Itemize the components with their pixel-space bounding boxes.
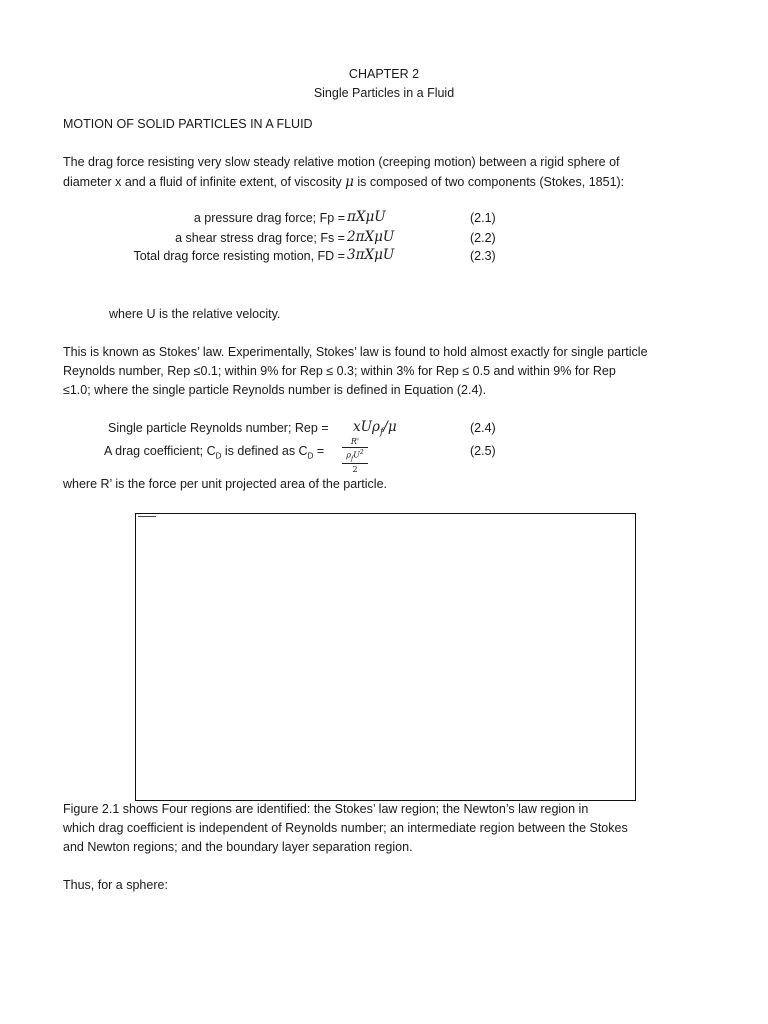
equation-2-5-equals: = [313, 444, 325, 458]
equation-2-4-label: Single particle Reynolds number; Rep = [108, 421, 329, 435]
fraction-u: U [353, 450, 360, 460]
fraction-denominator [342, 449, 368, 462]
figure-2-1-frame [135, 513, 636, 801]
chapter-title: Single Particles in a Fluid [313, 86, 455, 100]
stokes-paragraph-line-3: ≤1.0; where the single particle Reynolds number is defined in Equation (2.4). [63, 383, 487, 397]
equation-2-5-label-start: A drag coefficient; C [104, 444, 216, 458]
stokes-paragraph-line-1: This is known as Stokes’ law. Experimentally, Stokes’ law is found to hold almost exactly for single particle [63, 345, 648, 359]
viscosity-symbol: μ [345, 174, 354, 190]
equation-2-2-math: 2πXμU [347, 229, 395, 245]
figure-paragraph-line-2: which drag coefficient is independent of Reynolds number; an intermediate region between the Stokes [63, 821, 628, 835]
equation-2-5-label [104, 444, 324, 461]
drag-coefficient-fraction [342, 437, 368, 474]
equation-2-3-number: (2.3) [470, 249, 496, 263]
fraction-bar-2 [342, 463, 368, 464]
cd-subscript-2: D [307, 451, 314, 461]
equation-2-4-math [353, 419, 397, 438]
section-heading: MOTION OF SOLID PARTICLES IN A FLUID [63, 117, 313, 131]
fraction-bar [342, 447, 368, 448]
thus-text: Thus, for a sphere: [63, 878, 168, 892]
where-r-text: where R’ is the force per unit projected area of the particle. [63, 477, 388, 491]
equation-2-4-tail: /μ [383, 419, 397, 435]
equation-2-4-number: (2.4) [470, 421, 496, 435]
equation-2-5-number: (2.5) [470, 444, 496, 458]
equation-2-5-label-mid: is defined as C [221, 444, 308, 458]
cd-subscript: D [215, 451, 222, 461]
fraction-rho: ρ [346, 450, 351, 460]
fraction-u-sup: 2 [359, 449, 364, 456]
fraction-numerator: R' [350, 437, 360, 446]
equation-2-3-math: 3πXμU [347, 247, 395, 263]
equation-2-1-math: πXμU [347, 209, 386, 225]
intro-line-2-text: diameter x and a fluid of infinite extent, of viscosity [63, 175, 346, 189]
equation-2-1-number: (2.1) [470, 211, 496, 225]
figure-paragraph-line-3: and Newton regions; and the boundary layer separation region. [63, 840, 413, 854]
where-u-text: where U is the relative velocity. [109, 307, 281, 321]
equation-2-4-subscript: f [379, 427, 384, 438]
equation-2-2-label: a shear stress drag force; Fs = [175, 231, 345, 245]
stokes-paragraph-line-2: Reynolds number, Rep ≤0.1; within 9% for Rep ≤ 0.3; within 3% for Rep ≤ 0.5 and within 9% for Rep [63, 364, 616, 378]
intro-line-1: The drag force resisting very slow steady relative motion (creeping motion) between a rigid sphere of [63, 155, 620, 169]
chapter-number: CHAPTER 2 [348, 67, 420, 81]
intro-line-2 [63, 174, 624, 190]
equation-2-1-label: a pressure drag force; Fp = [193, 211, 345, 225]
figure-paragraph-line-1: Figure 2.1 shows Four regions are identified: the Stokes’ law region; the Newton’s law region in [63, 802, 589, 816]
figure-tag: ▬▬▬▬▬▬ [138, 514, 156, 518]
intro-line-2-tail: is composed of two components (Stokes, 1851): [353, 175, 625, 189]
fraction-rho-sub: f [350, 455, 354, 463]
equation-2-2-number: (2.2) [470, 231, 496, 245]
fraction-bottom: 2 [352, 465, 358, 475]
equation-2-3-label: Total drag force resisting motion, FD = [133, 249, 345, 263]
equation-2-4-main: xUρ [353, 419, 380, 435]
